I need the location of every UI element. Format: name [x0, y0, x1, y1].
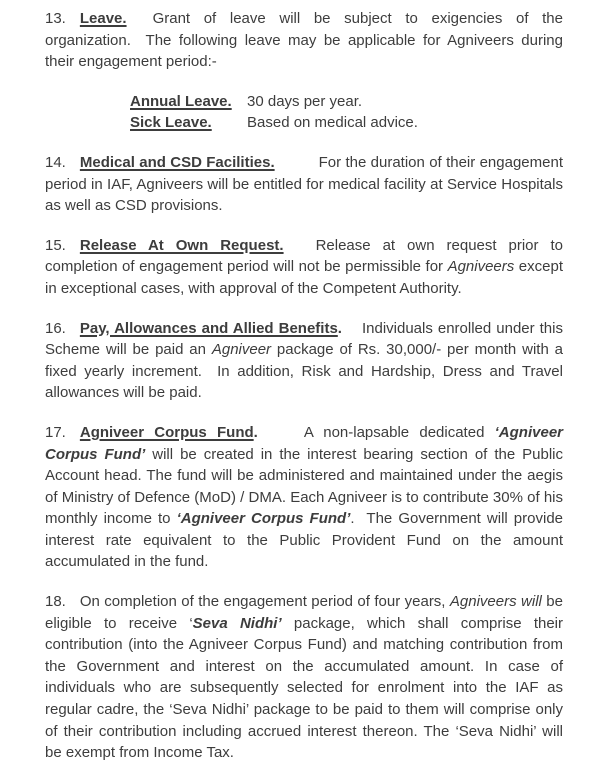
- para-15-body: Release at own request prior to completion of engagement period will not be permissible for: [45, 236, 563, 276]
- para-16-number: 16.: [45, 319, 66, 337]
- leave-row-sick: [130, 112, 563, 134]
- tab-spacer: [66, 22, 80, 23]
- para-17-body-1: A non-lapsable dedicated: [303, 423, 495, 441]
- para-17-heading-period: .: [253, 423, 258, 441]
- tab-spacer: [66, 249, 80, 250]
- para-18-italic-agniveers-will: Agniveers will: [449, 593, 542, 611]
- para-17-body-3: . The Government will provide interest rate equivalent to the Public Provident Fund on the amount accumulated in the fund.: [45, 510, 564, 571]
- para-18-body-1: On completion of the engagement period of four years,: [79, 593, 450, 611]
- para-16-body: Individuals enrolled under this Scheme will be paid an: [45, 319, 563, 359]
- para-15-number: 15.: [45, 236, 66, 254]
- para-13-body: Grant of leave will be subject to exigencies of the organization. The following leave may be applicable for Agniveers during their engagement period:-: [45, 10, 563, 71]
- para-17-body-2: will be created in the interest bearing section of the Public Account head. The fund will be administered and maintained under the aegis of Ministry of Defence (MoD) / DMA. Each Agniveer is to contribute 30% of his monthly income to: [45, 445, 563, 528]
- para-14-number: 14.: [45, 153, 66, 171]
- sick-leave-label: Sick Leave.: [130, 114, 212, 132]
- annual-leave-label: Annual Leave.: [130, 92, 232, 110]
- para-17-heading: Agniveer Corpus Fund: [79, 423, 254, 441]
- sick-leave-value: Based on medical advice.: [247, 114, 418, 132]
- para-17-corpus-fund-1: ‘Agniveer Corpus Fund’: [45, 423, 563, 463]
- paragraph-18: [45, 591, 563, 764]
- tab-spacer: [66, 166, 80, 167]
- tab-spacer: [342, 332, 362, 333]
- para-15-body-end: except in exceptional cases, with approval of the Competent Authority.: [45, 258, 563, 297]
- para-17-corpus-fund-2: ‘Agniveer Corpus Fund’: [176, 510, 351, 528]
- para-18-body-3: package, which shall comprise their contribution (into the Agniveer Corpus Fund) and matching contribution from the Government and interest on the accumulated amount. In case of individuals who are subsequently selected for enrolment into the IAF as regular cadre, the ‘Seva Nidhi’ package to be paid to them will comprise only of their contribution including accrued interest thereon. The ‘Seva Nidhi’ will be exempt from Income Tax.: [45, 614, 564, 762]
- para-18-seva-nidhi: Seva Nidhi’: [192, 614, 282, 632]
- para-13-number: 13.: [45, 10, 66, 27]
- tab-spacer: [66, 436, 80, 437]
- para-16-italic-agniveer: Agniveer: [211, 341, 272, 359]
- tab-spacer: [127, 22, 153, 23]
- tab-spacer: [66, 605, 80, 606]
- leave-types-list: [130, 91, 563, 134]
- para-14-heading: Medical and CSD Facilities.: [79, 153, 275, 171]
- para-18-number: 18.: [45, 593, 66, 611]
- tab-spacer: [275, 166, 319, 167]
- paragraph-16: [45, 318, 563, 404]
- para-16-heading-period: .: [337, 319, 342, 337]
- paragraph-14: [45, 152, 563, 217]
- tab-spacer: [66, 332, 80, 333]
- para-16-heading: Pay, Allowances and Allied Benefits: [79, 319, 338, 337]
- tab-spacer: [284, 249, 316, 250]
- paragraph-17: [45, 422, 563, 573]
- leave-row-annual: [130, 91, 563, 113]
- para-17-number: 17.: [45, 423, 66, 441]
- para-15-italic-agniveers: Agniveers: [447, 258, 515, 276]
- paragraph-13: [45, 8, 563, 73]
- para-14-body: For the duration of their engagement period in IAF, Agniveers will be entitled for medical facility at Service Hospitals as well as CSD provisions.: [45, 153, 563, 215]
- paragraph-15: [45, 235, 563, 300]
- annual-leave-value: 30 days per year.: [247, 92, 363, 110]
- para-15-heading: Release At Own Request.: [79, 236, 284, 254]
- para-18-body-2: be eligible to receive ‘: [45, 593, 563, 632]
- para-16-body-end: package of Rs. 30,000/- per month with a fixed yearly increment. In addition, Risk and Hardship, Dress and Travel allowances will be paid.: [45, 341, 563, 402]
- tab-spacer: [258, 436, 304, 437]
- para-13-heading: Leave.: [79, 10, 127, 27]
